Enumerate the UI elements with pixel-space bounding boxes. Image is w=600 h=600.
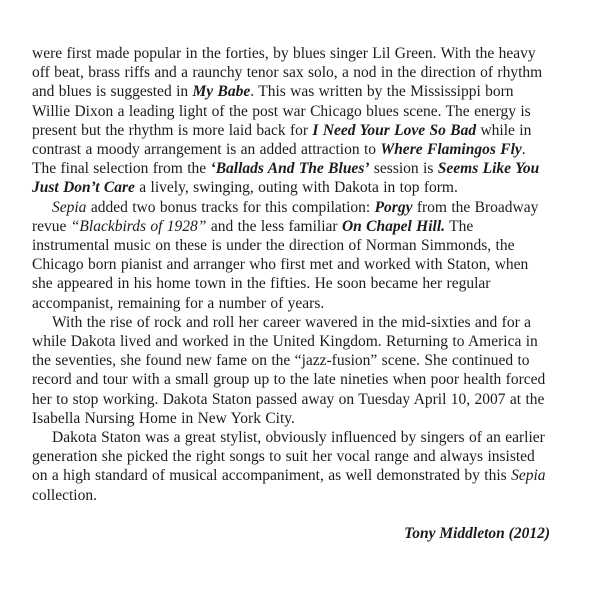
text-segment: Porgy xyxy=(374,198,413,216)
text-segment: Seems Like You Just Don’t Care xyxy=(32,160,540,197)
text-segment: Sepia xyxy=(511,467,546,485)
text-segment: Sepia xyxy=(52,198,87,216)
text-segment: while in contrast a moody arrangement is an added attraction to xyxy=(32,121,532,159)
text-segment: Dakota Staton was a great stylist, obviously influenced by singers of an earlier generation she picked the right songs to suit her vocal range and always insisted on a high standard of musical accompaniment, as well demonstrated by this xyxy=(32,429,545,485)
paragraph xyxy=(32,198,550,313)
text-segment: . The final selection from the xyxy=(32,141,526,178)
text-segment: “Blackbirds of 1928” xyxy=(70,217,207,235)
text-segment: from the Broadway revue xyxy=(32,198,539,235)
text-segment: I Need Your Love So Bad xyxy=(312,121,477,139)
text-segment: and the less familiar xyxy=(206,217,342,235)
text-segment: Where Flamingos Fly xyxy=(380,141,522,159)
text-segment: With the rise of rock and roll her career wavered in the mid-sixties and for a while Dakota lived and worked in the United Kingdom. Returning to America in the seventies, she found new fame on the “jazz-fusion” scene. She continued to record and tour with a small group up to the late nineties when poor health forced her to stop working. Dakota Staton passed away on Tuesday April 10, 2007 at the Isabella Nursing Home in New York City. xyxy=(32,313,546,427)
text-segment: . This was written by the Mississippi born Willie Dixon a leading light of the post war Chicago blues scene. The energy is present but the rhythm is more laid back for xyxy=(32,83,531,139)
text-segment: ‘Ballads And The Blues’ xyxy=(210,160,370,178)
text-segment: My Babe xyxy=(192,83,251,101)
paragraph xyxy=(32,313,550,428)
paragraph xyxy=(32,428,550,505)
text-segment: The instrumental music on these is under the direction of Norman Simmonds, the Chicago born pianist and arranger who first met and worked with Staton, when she appeared in his home town in the fifties. He soon became her regular accompanist, remaining for a number of years. xyxy=(32,217,529,312)
liner-notes-text xyxy=(32,44,550,505)
text-segment: On Chapel Hill. xyxy=(341,217,445,235)
text-segment: collection. xyxy=(32,486,97,504)
text-segment: were first made popular in the forties, by blues singer Lil Green. With the heavy off beat, brass riffs and a raunchy tenor sax solo, a nod in the direction of rhythm and blues is suggested in xyxy=(32,45,543,101)
text-segment: session is xyxy=(369,160,438,178)
text-segment: a lively, swinging, outing with Dakota in top form. xyxy=(134,179,458,197)
text-segment: added two bonus tracks for this compilation: xyxy=(86,198,375,216)
paragraph xyxy=(32,44,550,198)
author-signature: Tony Middleton (2012) xyxy=(404,524,550,542)
